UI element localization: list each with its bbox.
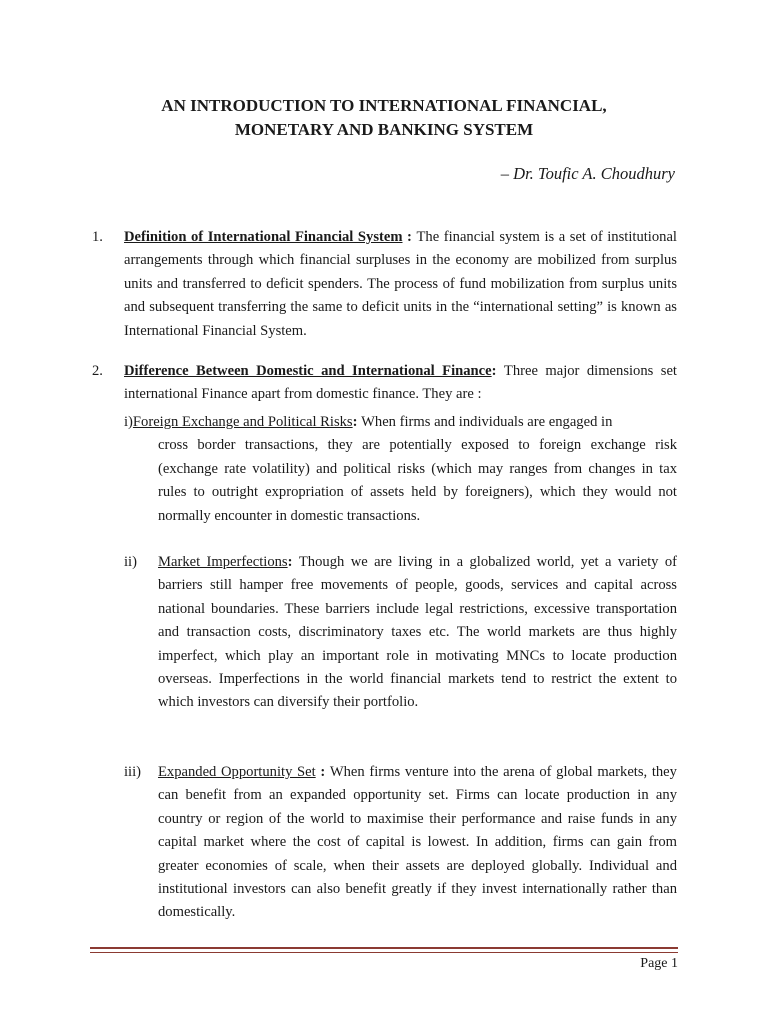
footer-rule-thin [90,952,678,953]
section-1-text: The financial system is a set of institutional arrangements through which financial surpluses in the economy are mobilized from surplus units and transferred to deficit spenders. The process of fund mobilization from surplus units and subsequent transferring the same to deficit units in the “international setting” is known as International Financial System. [124,229,677,339]
subsection-3-separator: : [315,764,330,780]
document-title [0,94,768,142]
section-1-number: 1. [92,229,103,245]
subsection-1-text-rest: cross border transactions, they are potentially exposed to foreign exchange risk (exchange rate volatility) and political risks (which may ranges from changes in tax rules to outright expropriation of assets held by foreigners), which they would not normally encounter in domestic transactions. [158,437,677,524]
subsection-2-number: ii) [124,554,137,570]
section-1-paragraph [124,226,677,343]
section-2-heading: Difference Between Domestic and International Finance [124,363,492,379]
subsection-3-paragraph [158,761,677,925]
section-2-text: Three major dimensions set international Finance apart from domestic finance. They are : [124,363,677,403]
subsection-3-heading: Expanded Opportunity Set [158,764,316,780]
section-2-paragraph [124,360,677,407]
subsection-1-separator: : [352,414,362,430]
subsection-3-number: iii) [124,764,142,780]
footer-rule-thick [90,947,678,949]
subsection-1 [124,411,677,528]
section-2-separator: : [491,363,504,379]
subsection-1-number: i) [124,414,133,430]
subsection-1-heading: Foreign Exchange and Political Risks [132,414,353,430]
page-number: Page 1 [640,956,678,971]
subsection-1-text-first: When firms and individuals are engaged in [361,414,613,430]
section-1-heading: Definition of International Financial System [124,229,403,245]
section-2-number: 2. [92,363,103,379]
author-line: – Dr. Toufic A. Choudhury [500,164,675,183]
subsection-3-text: When firms venture into the arena of global markets, they can benefit from an expanded opportunity set. Firms can locate production in any country or region of the world to maximise their performance and raise funds in any capital market where the cost of capital is lowest. In addition, firms can gain from greater economies of scale, when their assets are deployed globally. Individual and institutional investors can also benefit greatly if they invest internationally rather than domestically. [158,764,677,921]
subsection-2-separator: : [287,554,299,570]
section-1-separator: : [402,229,417,245]
title-line-2: MONETARY AND BANKING SYSTEM [234,120,534,139]
subsection-2-heading: Market Imperfections [158,554,288,570]
title-line-1: AN INTRODUCTION TO INTERNATIONAL FINANCIAL, [161,96,607,115]
subsection-2-paragraph [158,551,677,715]
subsection-2-text: Though we are living in a globalized world, yet a variety of barriers still hamper free movements of people, goods, services and capital across national boundaries. These barriers include legal restrictions, excessive transportation and transaction costs, discriminatory taxes etc. The world markets are thus highly imperfect, which play an important role in motivating MNCs to locate production overseas. Imperfections in the world financial markets tend to restrict the extent to which investors can diversify their portfolio. [158,554,677,711]
subsection-1-first-line [124,411,677,434]
